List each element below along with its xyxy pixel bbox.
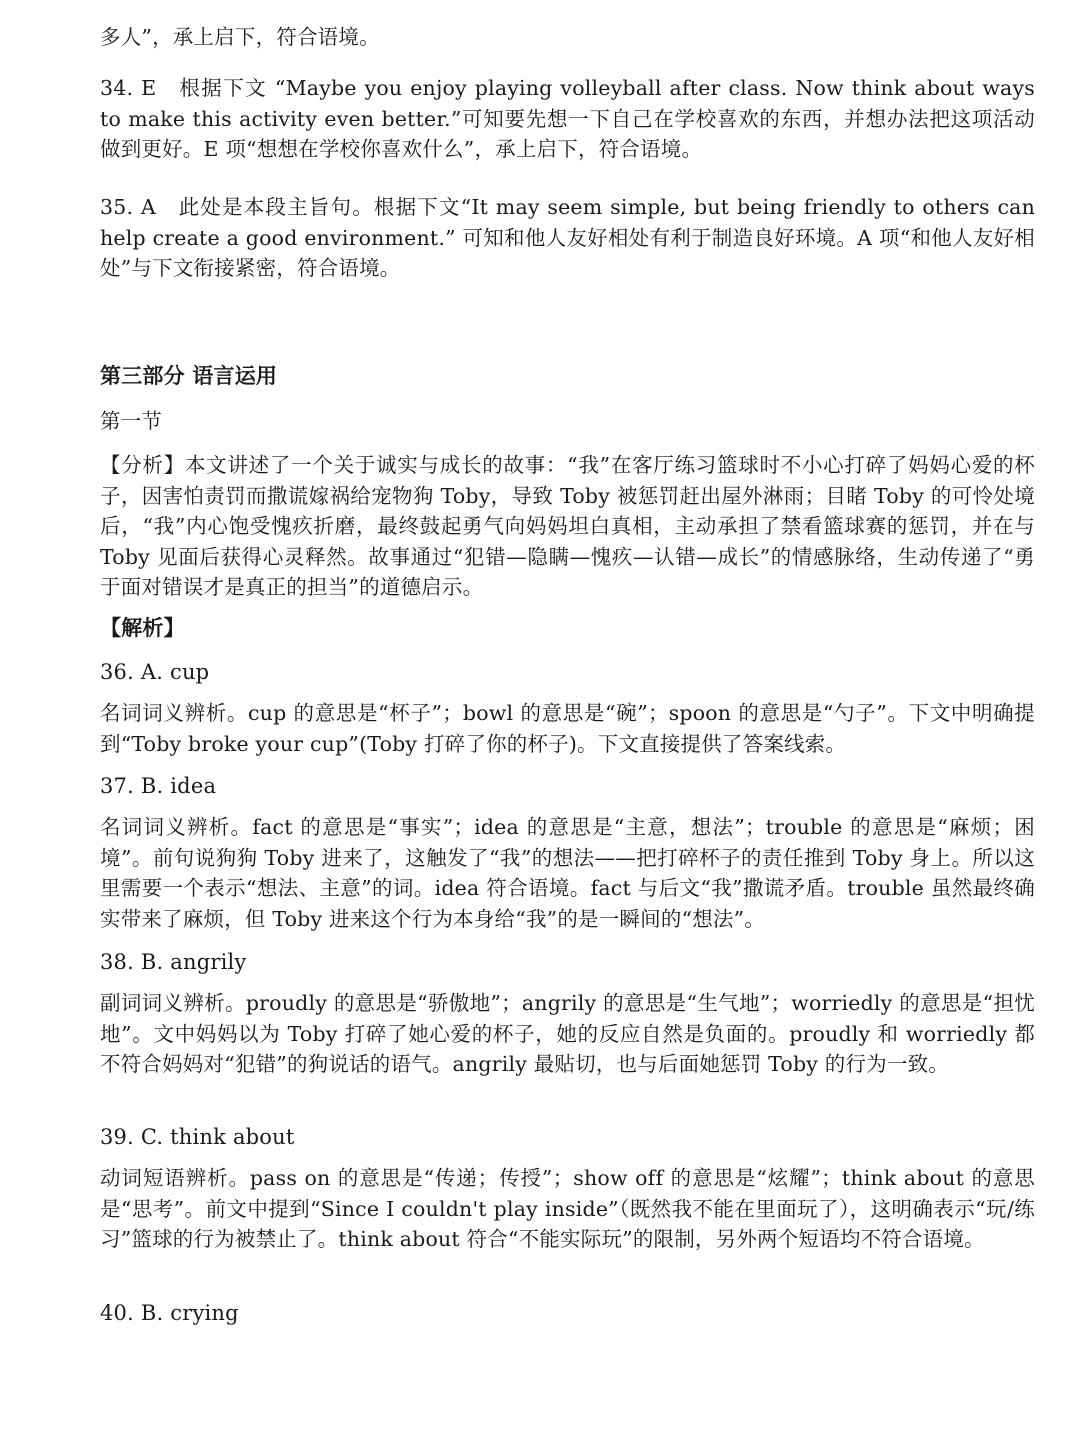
part3-title: 第三部分 语言运用 — [100, 363, 278, 388]
answer-40: 40. B. crying — [100, 1301, 239, 1325]
answer-38: 38. B. angrily — [100, 950, 247, 974]
answer-36: 36. A. cup — [100, 660, 210, 684]
jiexi-label: 【解析】 — [100, 615, 185, 640]
q33-explanation-tail: 多人”，承上启下，符合语境。 — [100, 25, 380, 49]
q35-explanation: 35. A 此处是本段主旨句。根据下文“It may seem simple, but being friendly to others can help create a good environment.” 可知和他人友好相处有利于制造良好环境。A 项“和他人友好相处”与下文衔接紧密，符合语境。 — [100, 195, 1035, 280]
explanation-38: 副词词义辨析。proudly 的意思是“骄傲地”；angrily 的意思是“生气地”；worriedly 的意思是“担忧地”。文中妈妈以为 Toby 打碎了她心爱的杯子，她的反应自然是负面的。proudly 和 worriedly 都不符合妈妈对“犯错”的狗说话的语气。angrily 最贴切，也与后面她惩罚 Toby 的行为一致。 — [100, 991, 1035, 1076]
answer-39: 39. C. think about — [100, 1125, 295, 1149]
explanation-39: 动词短语辨析。pass on 的意思是“传递；传授”；show off 的意思是“炫耀”；think about 的意思是“思考”。前文中提到“Since I couldn't play inside”（既然我不能在里面玩了），这明确表示“玩/练习”篮球的行为被禁止了。think about 符合“不能实际玩”的限制，另外两个短语均不符合语境。 — [100, 1166, 1035, 1251]
explanation-36: 名词词义辨析。cup 的意思是“杯子”；bowl 的意思是“碗”；spoon 的意思是“勺子”。下文中明确提到“Toby broke your cup”(Toby 打碎了你的杯子)。下文直接提供了答案线索。 — [100, 701, 1035, 756]
explanation-37: 名词词义辨析。fact 的意思是“事实”；idea 的意思是“主意，想法”；trouble 的意思是“麻烦；困境”。前句说狗狗 Toby 进来了，这触发了“我”的想法——把打碎杯子的责任推到 Toby 身上。所以这里需要一个表示“想法、主意”的词。idea 符合语境。fact 与后文“我”撒谎矛盾。trouble 虽然最终确实带来了麻烦，但 Toby 进来这个行为本身给“我”的是一瞬间的“想法”。 — [100, 815, 1035, 931]
section1-title: 第一节 — [100, 409, 163, 433]
answer-37: 37. B. idea — [100, 774, 217, 798]
q34-explanation: 34. E 根据下文 “Maybe you enjoy playing volleyball after class. Now think about ways to make this activity even better.”可知要先想一下自己在学校喜欢的东西，并想办法把这项活动做到更好。E 项“想想在学校你喜欢什么”，承上启下，符合语境。 — [100, 76, 1035, 161]
analysis-paragraph: 【分析】本文讲述了一个关于诚实与成长的故事：“我”在客厅练习篮球时不小心打碎了妈妈心爱的杯子，因害怕责罚而撒谎嫁祸给宠物狗 Toby，导致 Toby 被惩罚赶出屋外淋雨；目睹 Toby 的可怜处境后，“我”内心饱受愧疚折磨，最终鼓起勇气向妈妈坦白真相，主动承担了禁看篮球赛的惩罚，并在与 Toby 见面后获得心灵释然。故事通过“犯错—隐瞒—愧疚—认错—成长”的情感脉络，生动传递了“勇于面对错误才是真正的担当”的道德启示。 — [100, 453, 1035, 599]
